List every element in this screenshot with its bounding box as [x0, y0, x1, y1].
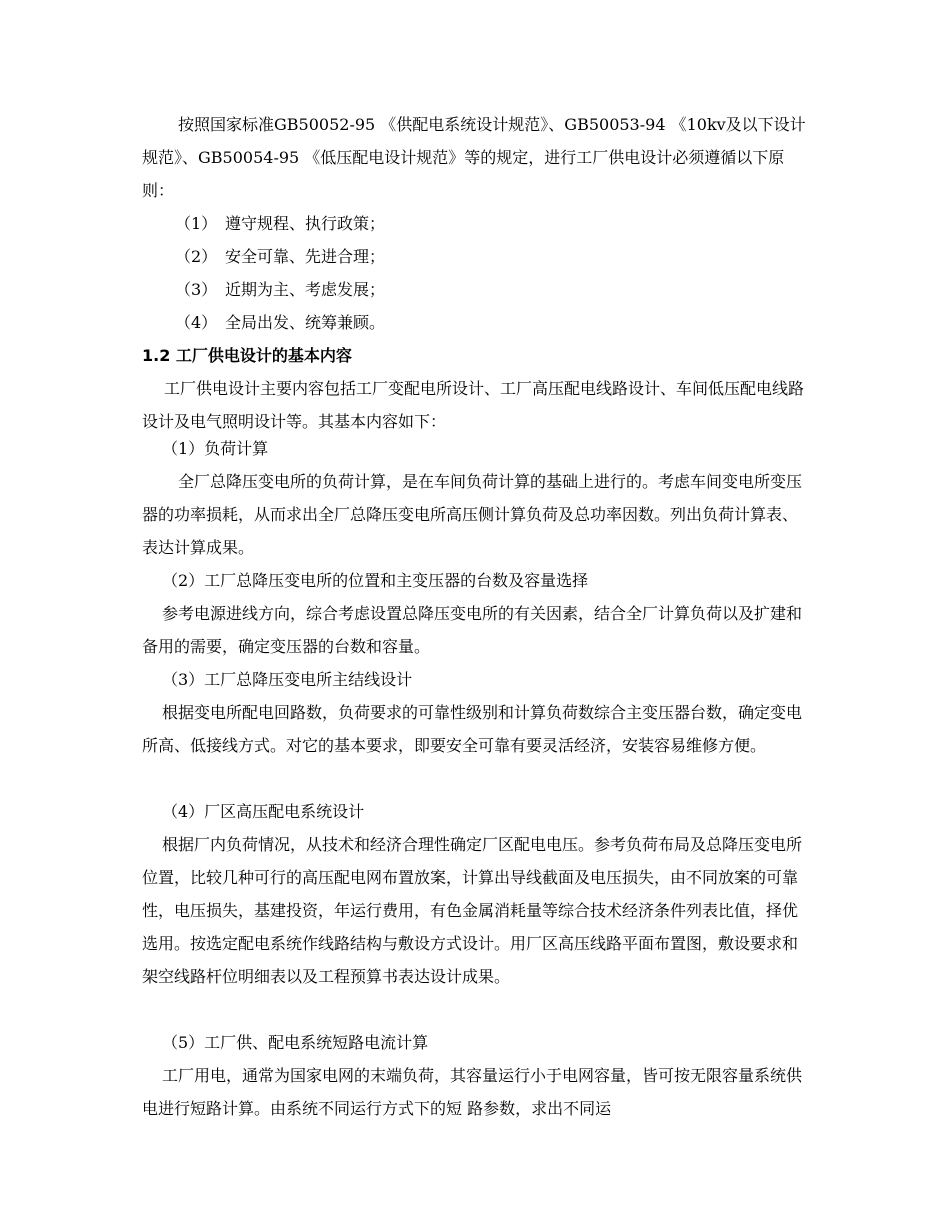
- principle-item: [175, 240, 385, 273]
- principle-number: （3）: [175, 280, 218, 299]
- principle-text: 近期为主、考虑发展；: [225, 280, 386, 299]
- paragraph-short-circuit: 工厂用电，通常为国家电网的末端负荷，其容量运行小于电网容量，皆可按无限容量系统供电进行短路计算。由系统不同运行方式下的短 路参数，求出不同运: [142, 1066, 803, 1118]
- paragraph-standards: 按照国家标准GB50052-95 《供配电系统设计规范》、GB50053-94 《10kv及以下设计规范》、GB50054-95 《低压配电设计规范》等的规定，进行工厂供电设计必须遵循以下原则：: [142, 115, 806, 200]
- principle-number: （1）: [175, 214, 218, 233]
- subsection-title-short-circuit: （5）工厂供、配电系统短路电流计算: [162, 1033, 429, 1052]
- subsection-title-main-wiring: （3）工厂总降压变电所主结线设计: [162, 670, 413, 689]
- principle-number: （4）: [175, 313, 218, 332]
- principle-item: [175, 306, 385, 339]
- paragraph-intro: 工厂供电设计主要内容包括工厂变配电所设计、工厂高压配电线路设计、车间低压配电线路设计及电气照明设计等。其基本内容如下：: [142, 379, 805, 431]
- subsection-title-substation-location: （2）工厂总降压变电所的位置和主变压器的台数及容量选择: [162, 571, 589, 590]
- section-heading: 1.2 工厂供电设计的基本内容: [142, 346, 352, 365]
- paragraph-substation-location: 参考电源进线方向，综合考虑设置总降压变电所的有关因素，结合全厂计算负荷以及扩建和备用的需要，确定变压器的台数和容量。: [142, 604, 803, 656]
- paragraph-hv-distribution: 根据厂内负荷情况，从技术和经济合理性确定厂区配电电压。参考负荷布局及总降压变电所位置，比较几种可行的高压配电网布置放案，计算出导线截面及电压损失，由不同放案的可靠性，电压损失，基建投资，年运行费用，有色金属消耗量等综合技术经济条件列表比值，择优选用。按选定配电系统作线路结构与敷设方式设计。用厂区高压线路平面布置图，敷设要求和架空线路杆位明细表以及工程预算书表达设计成果。: [142, 835, 803, 986]
- principle-text: 全局出发、统筹兼顾。: [225, 313, 386, 332]
- subsection-title-hv-distribution: （4）厂区高压配电系统设计: [162, 802, 365, 821]
- principle-number: （2）: [175, 247, 218, 266]
- principle-text: 遵守规程、执行政策；: [225, 214, 386, 233]
- principle-text: 安全可靠、先进合理；: [225, 247, 386, 266]
- paragraph-load-calc: 全厂总降压变电所的负荷计算，是在车间负荷计算的基础上进行的。考虑车间变电所变压器的功率损耗，从而求出全厂总降压变电所高压侧计算负荷及总功率因数。列出负荷计算表、表达计算成果。: [142, 472, 803, 557]
- principle-item: [175, 207, 385, 240]
- principle-item: [175, 273, 385, 306]
- subsection-title-load-calc: （1）负荷计算: [162, 439, 269, 458]
- paragraph-main-wiring: 根据变电所配电回路数，负荷要求的可靠性级别和计算负荷数综合主变压器台数，确定变电所高、低接线方式。对它的基本要求，即要安全可靠有要灵活经济，安装容易维修方便。: [142, 703, 803, 755]
